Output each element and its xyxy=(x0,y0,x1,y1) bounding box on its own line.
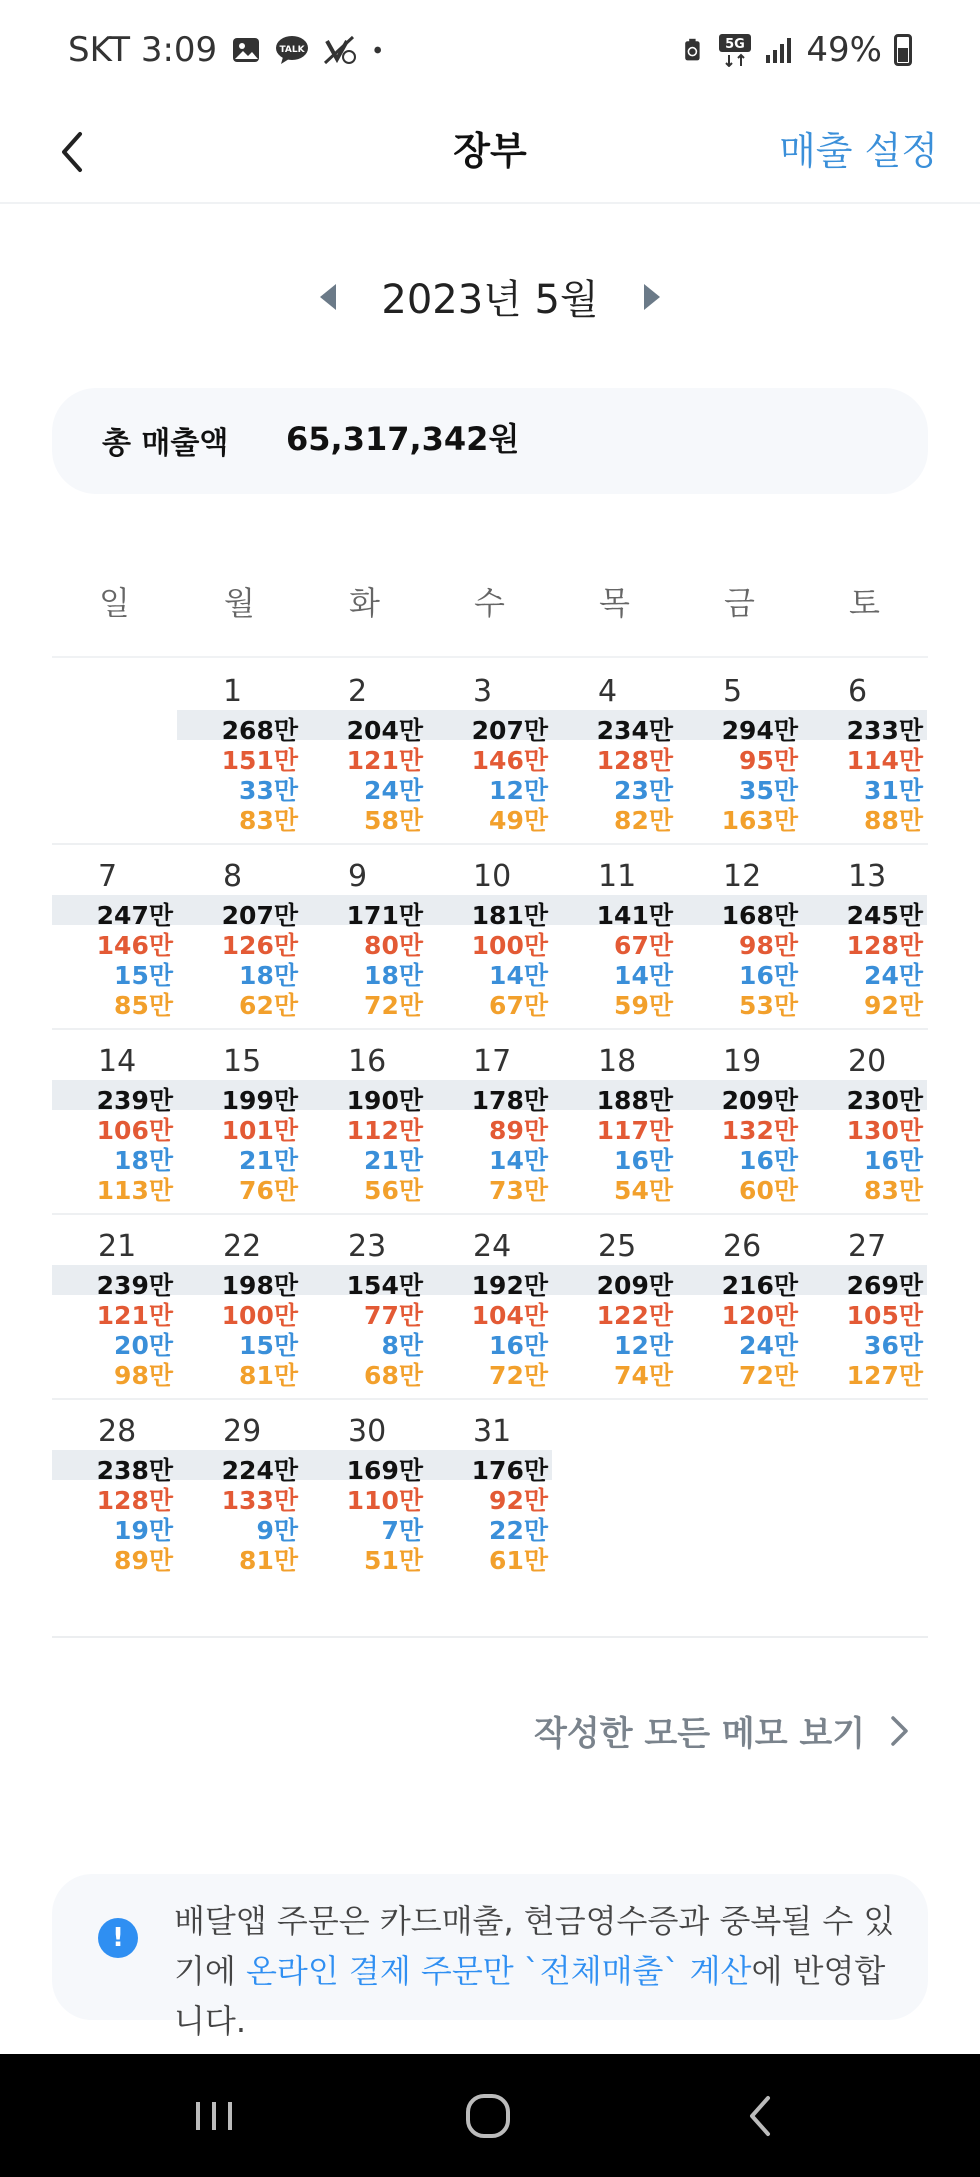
day-total-sales: 207만 xyxy=(221,901,298,930)
day-sales-orange: 83만 xyxy=(864,1176,923,1205)
day-total-sales: 239만 xyxy=(96,1271,173,1300)
day-sales-red: 122만 xyxy=(596,1301,673,1330)
day-sales-orange: 62만 xyxy=(239,991,298,1020)
battery-icon xyxy=(894,34,912,66)
day-number: 9 xyxy=(348,859,368,894)
day-sales-orange: 74만 xyxy=(614,1361,673,1390)
day-number: 25 xyxy=(598,1229,637,1264)
total-sales-label: 총 매출액 xyxy=(102,426,229,461)
day-sales-blue: 15만 xyxy=(239,1331,298,1360)
day-sales-blue: 18만 xyxy=(239,961,298,990)
notice-text-before: 배달앱 주문은 카드매출, 현금영수증과 중복될 수 있기에 xyxy=(174,1902,895,1990)
day-number: 19 xyxy=(723,1044,762,1079)
weekday-label: 일 xyxy=(99,584,130,622)
day-total-sales: 176만 xyxy=(471,1456,548,1485)
day-sales-blue: 21만 xyxy=(364,1146,423,1175)
day-sales-red: 92만 xyxy=(489,1486,548,1515)
day-number: 2 xyxy=(348,674,368,709)
day-total-sales: 171만 xyxy=(346,901,423,930)
day-number: 8 xyxy=(223,859,243,894)
day-sales-blue: 18만 xyxy=(114,1146,173,1175)
calendar-day[interactable] xyxy=(302,1215,427,1400)
home-icon[interactable] xyxy=(456,2084,520,2148)
calendar-day[interactable] xyxy=(677,660,802,845)
day-sales-red: 77만 xyxy=(364,1301,423,1330)
day-sales-blue: 31만 xyxy=(864,776,923,805)
month-label: 2023년 5월 xyxy=(381,277,599,323)
day-total-sales: 238만 xyxy=(96,1456,173,1485)
system-nav-bar xyxy=(0,2054,980,2177)
day-sales-red: 104만 xyxy=(471,1301,548,1330)
calendar-day[interactable] xyxy=(427,1400,552,1585)
calendar-day[interactable] xyxy=(177,1400,302,1585)
day-total-sales: 268만 xyxy=(221,716,298,745)
calendar-day[interactable] xyxy=(302,1400,427,1585)
calendar-day[interactable] xyxy=(552,660,677,845)
day-sales-red: 112만 xyxy=(346,1116,423,1145)
day-sales-orange: 113만 xyxy=(96,1176,173,1205)
day-sales-orange: 98만 xyxy=(114,1361,173,1390)
day-number: 16 xyxy=(348,1044,387,1079)
total-sales-value: 65,317,342원 xyxy=(286,420,520,458)
weekday-label: 금 xyxy=(724,584,755,622)
calendar-day[interactable] xyxy=(177,1215,302,1400)
day-number: 30 xyxy=(348,1414,387,1449)
day-total-sales: 247만 xyxy=(96,901,173,930)
day-sales-red: 95만 xyxy=(739,746,798,775)
day-sales-orange: 81만 xyxy=(239,1546,298,1575)
day-sales-blue: 21만 xyxy=(239,1146,298,1175)
view-all-memos-link[interactable] xyxy=(534,1706,911,1755)
day-number: 5 xyxy=(723,674,743,709)
day-total-sales: 239만 xyxy=(96,1086,173,1115)
calendar-day[interactable] xyxy=(802,1215,927,1400)
day-number: 21 xyxy=(98,1229,137,1264)
calendar-day[interactable] xyxy=(52,1400,177,1585)
notice-text xyxy=(174,1896,904,2046)
calendar-day[interactable] xyxy=(552,1030,677,1215)
day-sales-red: 114만 xyxy=(846,746,923,775)
day-sales-blue: 14만 xyxy=(489,961,548,990)
day-sales-blue: 36만 xyxy=(864,1331,923,1360)
notification-off-icon xyxy=(323,35,357,65)
day-sales-orange: 92만 xyxy=(864,991,923,1020)
calendar-week xyxy=(52,660,928,845)
dot-icon xyxy=(371,35,391,65)
day-number: 7 xyxy=(98,859,118,894)
day-sales-orange: 53만 xyxy=(739,991,798,1020)
app-header xyxy=(0,100,980,204)
day-total-sales: 190만 xyxy=(346,1086,423,1115)
view-all-memos-label: 작성한 모든 메모 보기 xyxy=(534,1714,866,1754)
day-sales-orange: 61만 xyxy=(489,1546,548,1575)
day-sales-orange: 72만 xyxy=(489,1361,548,1390)
day-sales-orange: 72만 xyxy=(739,1361,798,1390)
divider xyxy=(52,1636,928,1638)
day-sales-red: 89만 xyxy=(489,1116,548,1145)
day-number: 22 xyxy=(223,1229,262,1264)
day-sales-orange: 60만 xyxy=(739,1176,798,1205)
day-number: 3 xyxy=(473,674,493,709)
day-sales-orange: 68만 xyxy=(364,1361,423,1390)
svg-text:5G: 5G xyxy=(725,37,746,52)
day-sales-orange: 54만 xyxy=(614,1176,673,1205)
day-total-sales: 209만 xyxy=(721,1086,798,1115)
day-sales-red: 146만 xyxy=(96,931,173,960)
day-sales-blue: 8만 xyxy=(381,1331,423,1360)
day-sales-blue: 9만 xyxy=(256,1516,298,1545)
battery-saver-icon xyxy=(682,35,706,65)
day-sales-blue: 14만 xyxy=(614,961,673,990)
day-sales-blue: 33만 xyxy=(239,776,298,805)
day-sales-red: 130만 xyxy=(846,1116,923,1145)
weekday-label: 화 xyxy=(349,584,380,622)
day-number: 31 xyxy=(473,1414,512,1449)
weekday-header xyxy=(52,578,928,638)
gallery-icon xyxy=(231,35,261,65)
next-month-icon[interactable] xyxy=(640,282,664,312)
calendar-day[interactable] xyxy=(677,845,802,1030)
notice-box xyxy=(52,1874,928,2040)
day-sales-red: 105만 xyxy=(846,1301,923,1330)
day-number: 13 xyxy=(848,859,887,894)
day-sales-blue: 24만 xyxy=(364,776,423,805)
calendar-day[interactable] xyxy=(802,1030,927,1215)
status-bar xyxy=(0,0,980,100)
day-sales-blue: 16만 xyxy=(739,1146,798,1175)
day-sales-red: 146만 xyxy=(471,746,548,775)
day-sales-blue: 24만 xyxy=(864,961,923,990)
day-sales-red: 128만 xyxy=(846,931,923,960)
day-number: 24 xyxy=(473,1229,512,1264)
chevron-right-icon xyxy=(889,1714,911,1748)
day-total-sales: 245만 xyxy=(846,901,923,930)
day-total-sales: 192만 xyxy=(471,1271,548,1300)
recent-apps-icon[interactable] xyxy=(182,2084,246,2148)
calendar-week xyxy=(52,845,928,1030)
calendar-day[interactable] xyxy=(802,845,927,1030)
day-total-sales: 188만 xyxy=(596,1086,673,1115)
day-sales-red: 120만 xyxy=(721,1301,798,1330)
day-total-sales: 207만 xyxy=(471,716,548,745)
day-sales-red: 128만 xyxy=(596,746,673,775)
calendar-day[interactable] xyxy=(177,1030,302,1215)
day-sales-orange: 59만 xyxy=(614,991,673,1020)
day-number: 12 xyxy=(723,859,762,894)
day-total-sales: 154만 xyxy=(346,1271,423,1300)
day-sales-orange: 76만 xyxy=(239,1176,298,1205)
day-sales-red: 67만 xyxy=(614,931,673,960)
day-number: 4 xyxy=(598,674,618,709)
day-total-sales: 230만 xyxy=(846,1086,923,1115)
day-sales-orange: 83만 xyxy=(239,806,298,835)
month-selector xyxy=(0,262,980,328)
day-sales-orange: 89만 xyxy=(114,1546,173,1575)
day-sales-red: 100만 xyxy=(471,931,548,960)
calendar-day[interactable] xyxy=(802,660,927,845)
day-sales-blue: 20만 xyxy=(114,1331,173,1360)
day-sales-red: 121만 xyxy=(346,746,423,775)
day-sales-blue: 16만 xyxy=(614,1146,673,1175)
day-number: 23 xyxy=(348,1229,387,1264)
day-sales-blue: 16만 xyxy=(864,1146,923,1175)
day-number: 1 xyxy=(223,674,243,709)
day-sales-blue: 24만 xyxy=(739,1331,798,1360)
day-number: 29 xyxy=(223,1414,262,1449)
calendar-day[interactable] xyxy=(552,845,677,1030)
day-sales-red: 80만 xyxy=(364,931,423,960)
status-left xyxy=(68,30,391,70)
day-sales-red: 100만 xyxy=(221,1301,298,1330)
calendar-week xyxy=(52,1030,928,1215)
day-total-sales: 224만 xyxy=(221,1456,298,1485)
day-total-sales: 168만 xyxy=(721,901,798,930)
day-total-sales: 204만 xyxy=(346,716,423,745)
day-sales-orange: 85만 xyxy=(114,991,173,1020)
day-total-sales: 209만 xyxy=(596,1271,673,1300)
notice-text-after: 에 반영합니다. xyxy=(174,1952,886,2040)
day-sales-red: 110만 xyxy=(346,1486,423,1515)
day-sales-red: 133만 xyxy=(221,1486,298,1515)
day-sales-orange: 81만 xyxy=(239,1361,298,1390)
day-sales-blue: 15만 xyxy=(114,961,173,990)
calendar-grid xyxy=(52,660,928,1630)
calendar-day[interactable] xyxy=(302,1030,427,1215)
day-total-sales: 233만 xyxy=(846,716,923,745)
day-total-sales: 178만 xyxy=(471,1086,548,1115)
calendar-day[interactable] xyxy=(552,1215,677,1400)
day-sales-orange: 82만 xyxy=(614,806,673,835)
calendar-day[interactable] xyxy=(52,1030,177,1215)
weekday-label: 수 xyxy=(474,584,505,622)
notice-highlight: 온라인 결제 주문만 `전체매출` 계산 xyxy=(246,1952,752,1990)
status-right xyxy=(682,30,912,70)
calendar-day[interactable] xyxy=(427,660,552,845)
day-sales-orange: 72만 xyxy=(364,991,423,1020)
day-sales-red: 106만 xyxy=(96,1116,173,1145)
calendar-day[interactable] xyxy=(427,845,552,1030)
battery-percent: 49% xyxy=(806,30,882,70)
day-sales-red: 126만 xyxy=(221,931,298,960)
day-total-sales: 269만 xyxy=(846,1271,923,1300)
calendar-day[interactable] xyxy=(177,660,302,845)
prev-month-icon[interactable] xyxy=(316,282,340,312)
day-sales-red: 132만 xyxy=(721,1116,798,1145)
day-total-sales: 141만 xyxy=(596,901,673,930)
calendar-day[interactable] xyxy=(302,845,427,1030)
day-number: 15 xyxy=(223,1044,262,1079)
info-icon: ! xyxy=(98,1918,138,1958)
page-title: 장부 xyxy=(453,129,527,173)
weekday-label: 토 xyxy=(849,584,880,622)
day-sales-orange: 88만 xyxy=(864,806,923,835)
back-nav-icon[interactable] xyxy=(730,2084,794,2148)
calendar-week xyxy=(52,1215,928,1400)
day-sales-orange: 163만 xyxy=(721,806,798,835)
day-sales-red: 98만 xyxy=(739,931,798,960)
day-sales-red: 121만 xyxy=(96,1301,173,1330)
svg-text:TALK: TALK xyxy=(279,45,305,55)
day-number: 26 xyxy=(723,1229,762,1264)
day-number: 20 xyxy=(848,1044,887,1079)
calendar-day[interactable] xyxy=(52,1215,177,1400)
day-sales-blue: 16만 xyxy=(739,961,798,990)
weekday-label: 월 xyxy=(224,584,255,622)
day-sales-orange: 73만 xyxy=(489,1176,548,1205)
day-sales-orange: 127만 xyxy=(846,1361,923,1390)
day-sales-blue: 18만 xyxy=(364,961,423,990)
calendar-day[interactable] xyxy=(177,845,302,1030)
day-sales-orange: 51만 xyxy=(364,1546,423,1575)
total-sales-card xyxy=(52,388,928,494)
divider xyxy=(52,656,928,658)
day-sales-red: 128만 xyxy=(96,1486,173,1515)
day-number: 11 xyxy=(598,859,637,894)
calendar-day[interactable] xyxy=(427,1030,552,1215)
day-sales-blue: 16만 xyxy=(489,1331,548,1360)
day-sales-orange: 58만 xyxy=(364,806,423,835)
calendar-day[interactable] xyxy=(677,1215,802,1400)
calendar-day[interactable] xyxy=(52,845,177,1030)
day-number: 27 xyxy=(848,1229,887,1264)
day-sales-blue: 23만 xyxy=(614,776,673,805)
day-sales-blue: 19만 xyxy=(114,1516,173,1545)
day-total-sales: 234만 xyxy=(596,716,673,745)
calendar-day[interactable] xyxy=(302,660,427,845)
day-sales-blue: 22만 xyxy=(489,1516,548,1545)
day-sales-red: 117만 xyxy=(596,1116,673,1145)
day-sales-blue: 12만 xyxy=(614,1331,673,1360)
5g-icon xyxy=(718,33,752,67)
day-total-sales: 181만 xyxy=(471,901,548,930)
weekday-label: 목 xyxy=(599,584,630,622)
day-total-sales: 198만 xyxy=(221,1271,298,1300)
day-sales-blue: 35만 xyxy=(739,776,798,805)
day-sales-orange: 56만 xyxy=(364,1176,423,1205)
day-sales-orange: 49만 xyxy=(489,806,548,835)
day-total-sales: 294만 xyxy=(721,716,798,745)
day-number: 6 xyxy=(848,674,868,709)
sales-settings-button[interactable]: 매출 설정 xyxy=(779,129,938,173)
talk-icon xyxy=(275,35,309,65)
signal-icon xyxy=(764,35,794,65)
day-total-sales: 199만 xyxy=(221,1086,298,1115)
day-sales-red: 151만 xyxy=(221,746,298,775)
day-number: 10 xyxy=(473,859,512,894)
day-sales-blue: 7만 xyxy=(381,1516,423,1545)
carrier-time: SKT 3:09 xyxy=(68,30,218,70)
day-sales-blue: 14만 xyxy=(489,1146,548,1175)
day-number: 28 xyxy=(98,1414,137,1449)
day-number: 17 xyxy=(473,1044,512,1079)
day-sales-blue: 12만 xyxy=(489,776,548,805)
day-total-sales: 169만 xyxy=(346,1456,423,1485)
calendar-day[interactable] xyxy=(677,1030,802,1215)
day-number: 18 xyxy=(598,1044,637,1079)
day-sales-orange: 67만 xyxy=(489,991,548,1020)
day-number: 14 xyxy=(98,1044,137,1079)
day-sales-red: 101만 xyxy=(221,1116,298,1145)
calendar-day[interactable] xyxy=(427,1215,552,1400)
day-total-sales: 216만 xyxy=(721,1271,798,1300)
calendar-week xyxy=(52,1400,928,1585)
